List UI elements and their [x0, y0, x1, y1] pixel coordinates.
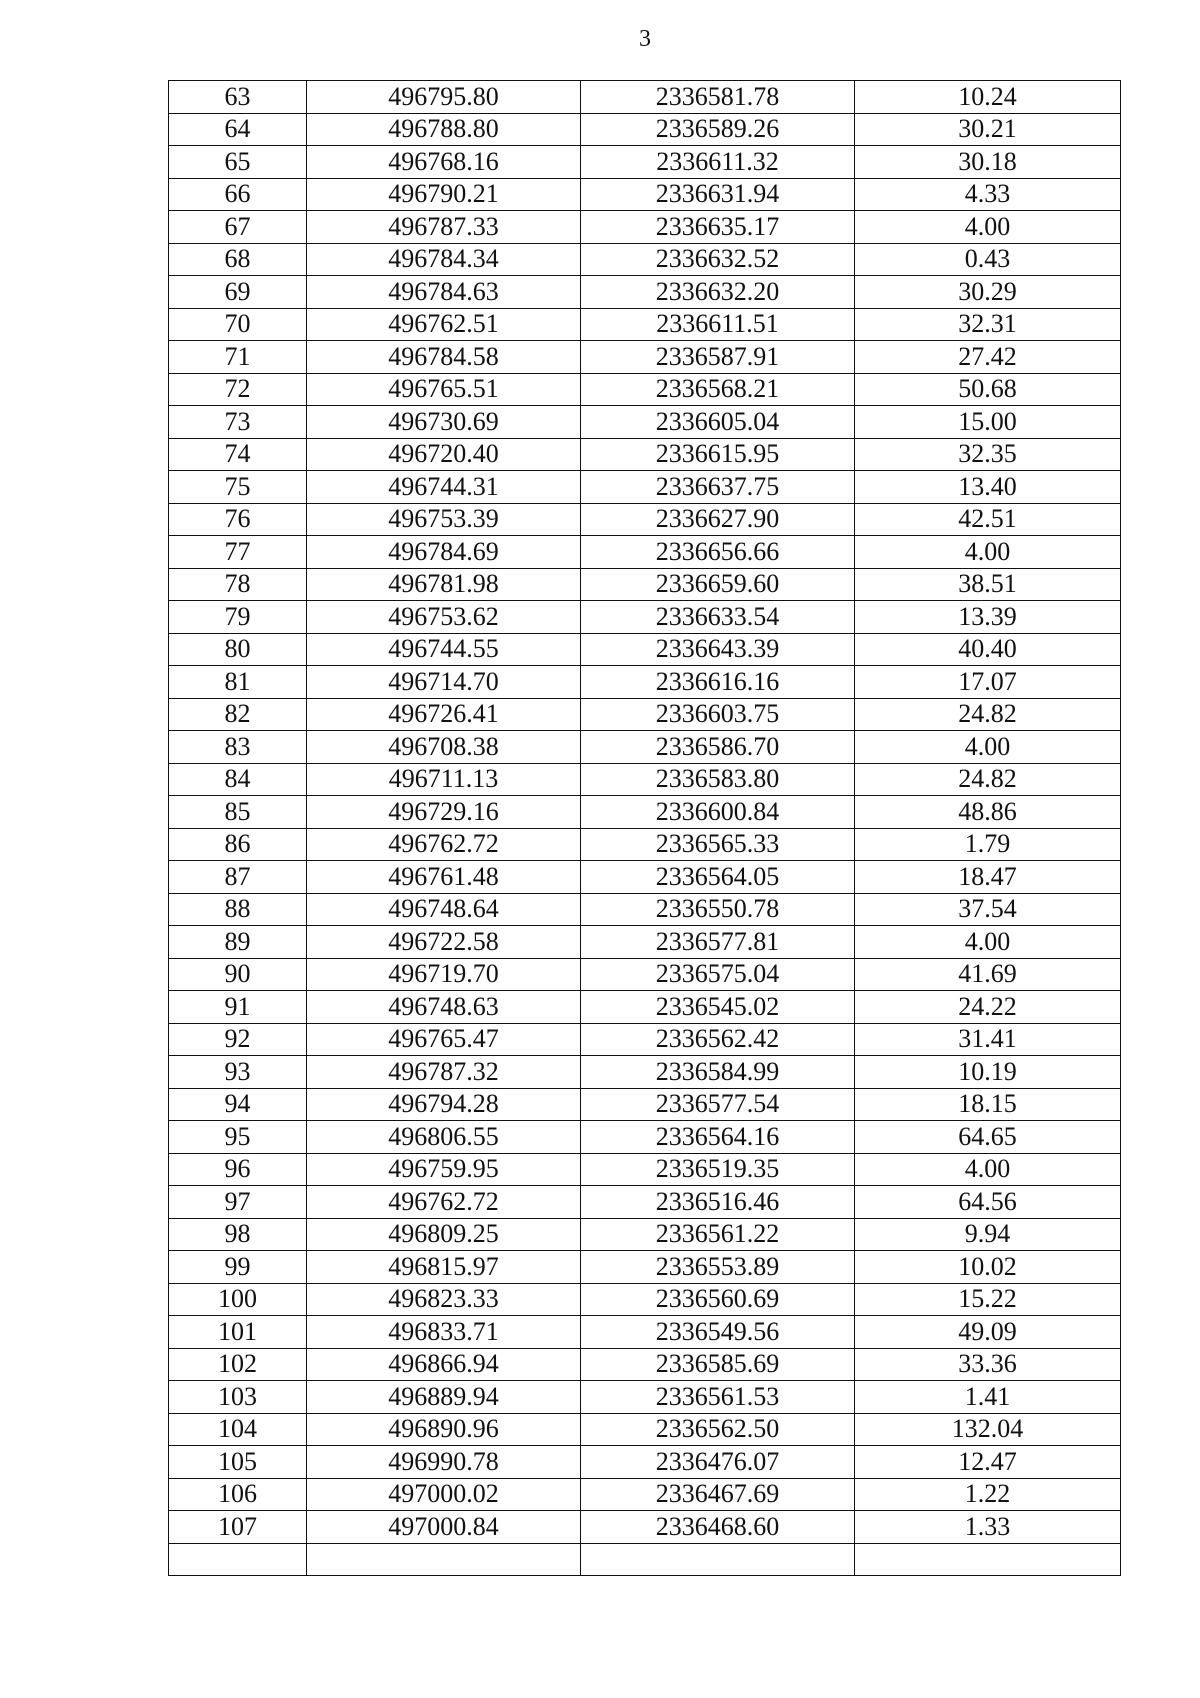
y-coordinate-cell: 2336550.78 — [581, 893, 855, 926]
distance-cell: 40.40 — [855, 633, 1121, 666]
point-number-cell: 91 — [169, 991, 307, 1024]
point-number-cell: 96 — [169, 1153, 307, 1186]
distance-cell: 13.40 — [855, 471, 1121, 504]
table-row — [169, 1088, 1121, 1121]
table-row — [169, 601, 1121, 634]
point-number-cell: 93 — [169, 1056, 307, 1089]
distance-cell: 31.41 — [855, 1023, 1121, 1056]
table-row — [169, 698, 1121, 731]
y-coordinate-cell: 2336627.90 — [581, 503, 855, 536]
distance-cell: 12.47 — [855, 1446, 1121, 1479]
table-row — [169, 503, 1121, 536]
distance-cell: 64.56 — [855, 1186, 1121, 1219]
distance-cell: 10.24 — [855, 81, 1121, 114]
table-row — [169, 1283, 1121, 1316]
point-number-cell: 70 — [169, 308, 307, 341]
y-coordinate-cell: 2336584.99 — [581, 1056, 855, 1089]
y-coordinate-cell — [581, 1543, 855, 1576]
y-coordinate-cell: 2336561.22 — [581, 1218, 855, 1251]
x-coordinate-cell: 496823.33 — [307, 1283, 581, 1316]
distance-cell: 4.00 — [855, 731, 1121, 764]
table-row — [169, 536, 1121, 569]
x-coordinate-cell: 497000.84 — [307, 1511, 581, 1544]
point-number-cell: 88 — [169, 893, 307, 926]
point-number-cell: 104 — [169, 1413, 307, 1446]
x-coordinate-cell — [307, 1543, 581, 1576]
y-coordinate-cell: 2336562.42 — [581, 1023, 855, 1056]
x-coordinate-cell: 497000.02 — [307, 1478, 581, 1511]
point-number-cell: 101 — [169, 1316, 307, 1349]
x-coordinate-cell: 496809.25 — [307, 1218, 581, 1251]
table-row — [169, 1478, 1121, 1511]
y-coordinate-cell: 2336545.02 — [581, 991, 855, 1024]
y-coordinate-cell: 2336581.78 — [581, 81, 855, 114]
x-coordinate-cell: 496714.70 — [307, 666, 581, 699]
point-number-cell: 67 — [169, 211, 307, 244]
x-coordinate-cell: 496719.70 — [307, 958, 581, 991]
table-row — [169, 1023, 1121, 1056]
table-row — [169, 1218, 1121, 1251]
table-row — [169, 1153, 1121, 1186]
x-coordinate-cell: 496784.63 — [307, 276, 581, 309]
point-number-cell: 82 — [169, 698, 307, 731]
point-number-cell: 73 — [169, 406, 307, 439]
y-coordinate-cell: 2336616.16 — [581, 666, 855, 699]
point-number-cell: 83 — [169, 731, 307, 764]
x-coordinate-cell: 496748.64 — [307, 893, 581, 926]
point-number-cell: 63 — [169, 81, 307, 114]
point-number-cell: 79 — [169, 601, 307, 634]
distance-cell: 18.15 — [855, 1088, 1121, 1121]
point-number-cell: 74 — [169, 438, 307, 471]
distance-cell: 15.22 — [855, 1283, 1121, 1316]
y-coordinate-cell: 2336561.53 — [581, 1381, 855, 1414]
distance-cell: 1.79 — [855, 828, 1121, 861]
coordinates-table — [168, 80, 1121, 1576]
distance-cell: 30.29 — [855, 276, 1121, 309]
x-coordinate-cell: 496889.94 — [307, 1381, 581, 1414]
table-row — [169, 373, 1121, 406]
y-coordinate-cell: 2336585.69 — [581, 1348, 855, 1381]
x-coordinate-cell: 496753.62 — [307, 601, 581, 634]
table-row — [169, 958, 1121, 991]
distance-cell: 18.47 — [855, 861, 1121, 894]
table-row — [169, 1413, 1121, 1446]
table-row — [169, 1056, 1121, 1089]
y-coordinate-cell: 2336562.50 — [581, 1413, 855, 1446]
point-number-cell: 103 — [169, 1381, 307, 1414]
y-coordinate-cell: 2336632.52 — [581, 243, 855, 276]
y-coordinate-cell: 2336577.81 — [581, 926, 855, 959]
table-row — [169, 796, 1121, 829]
x-coordinate-cell: 496744.55 — [307, 633, 581, 666]
coordinates-table-container — [168, 80, 1121, 1576]
point-number-cell: 94 — [169, 1088, 307, 1121]
y-coordinate-cell: 2336611.51 — [581, 308, 855, 341]
point-number-cell: 87 — [169, 861, 307, 894]
point-number-cell: 95 — [169, 1121, 307, 1154]
x-coordinate-cell: 496784.34 — [307, 243, 581, 276]
point-number-cell: 65 — [169, 146, 307, 179]
table-row — [169, 243, 1121, 276]
x-coordinate-cell: 496787.33 — [307, 211, 581, 244]
distance-cell: 41.69 — [855, 958, 1121, 991]
x-coordinate-cell: 496787.32 — [307, 1056, 581, 1089]
point-number-cell: 75 — [169, 471, 307, 504]
y-coordinate-cell: 2336635.17 — [581, 211, 855, 244]
table-row — [169, 666, 1121, 699]
x-coordinate-cell: 496722.58 — [307, 926, 581, 959]
distance-cell: 38.51 — [855, 568, 1121, 601]
x-coordinate-cell: 496753.39 — [307, 503, 581, 536]
distance-cell: 24.82 — [855, 763, 1121, 796]
table-row — [169, 1186, 1121, 1219]
table-row — [169, 178, 1121, 211]
table-row — [169, 861, 1121, 894]
point-number-cell: 105 — [169, 1446, 307, 1479]
y-coordinate-cell: 2336643.39 — [581, 633, 855, 666]
distance-cell: 32.35 — [855, 438, 1121, 471]
point-number-cell: 71 — [169, 341, 307, 374]
x-coordinate-cell: 496815.97 — [307, 1251, 581, 1284]
distance-cell: 32.31 — [855, 308, 1121, 341]
x-coordinate-cell: 496730.69 — [307, 406, 581, 439]
y-coordinate-cell: 2336577.54 — [581, 1088, 855, 1121]
point-number-cell: 78 — [169, 568, 307, 601]
distance-cell: 4.00 — [855, 926, 1121, 959]
distance-cell: 15.00 — [855, 406, 1121, 439]
y-coordinate-cell: 2336611.32 — [581, 146, 855, 179]
distance-cell: 24.82 — [855, 698, 1121, 731]
y-coordinate-cell: 2336575.04 — [581, 958, 855, 991]
point-number-cell: 98 — [169, 1218, 307, 1251]
x-coordinate-cell: 496748.63 — [307, 991, 581, 1024]
x-coordinate-cell: 496795.80 — [307, 81, 581, 114]
table-row — [169, 276, 1121, 309]
x-coordinate-cell: 496866.94 — [307, 1348, 581, 1381]
point-number-cell: 97 — [169, 1186, 307, 1219]
point-number-cell: 68 — [169, 243, 307, 276]
y-coordinate-cell: 2336605.04 — [581, 406, 855, 439]
table-row — [169, 211, 1121, 244]
table-row — [169, 991, 1121, 1024]
point-number-cell: 85 — [169, 796, 307, 829]
y-coordinate-cell: 2336632.20 — [581, 276, 855, 309]
x-coordinate-cell: 496726.41 — [307, 698, 581, 731]
distance-cell: 30.18 — [855, 146, 1121, 179]
y-coordinate-cell: 2336564.16 — [581, 1121, 855, 1154]
table-row — [169, 828, 1121, 861]
y-coordinate-cell: 2336516.46 — [581, 1186, 855, 1219]
x-coordinate-cell: 496784.58 — [307, 341, 581, 374]
table-row — [169, 1381, 1121, 1414]
table-row — [169, 1121, 1121, 1154]
y-coordinate-cell: 2336587.91 — [581, 341, 855, 374]
table-row — [169, 763, 1121, 796]
point-number-cell: 66 — [169, 178, 307, 211]
x-coordinate-cell: 496762.72 — [307, 1186, 581, 1219]
table-row — [169, 1511, 1121, 1544]
x-coordinate-cell: 496768.16 — [307, 146, 581, 179]
y-coordinate-cell: 2336656.66 — [581, 536, 855, 569]
point-number-cell: 77 — [169, 536, 307, 569]
y-coordinate-cell: 2336600.84 — [581, 796, 855, 829]
coordinates-table-body — [169, 81, 1121, 1576]
table-row — [169, 1543, 1121, 1576]
distance-cell: 33.36 — [855, 1348, 1121, 1381]
y-coordinate-cell: 2336583.80 — [581, 763, 855, 796]
distance-cell: 4.00 — [855, 536, 1121, 569]
x-coordinate-cell: 496762.51 — [307, 308, 581, 341]
x-coordinate-cell: 496759.95 — [307, 1153, 581, 1186]
point-number-cell: 86 — [169, 828, 307, 861]
x-coordinate-cell: 496790.21 — [307, 178, 581, 211]
x-coordinate-cell: 496765.47 — [307, 1023, 581, 1056]
point-number-cell: 64 — [169, 113, 307, 146]
y-coordinate-cell: 2336637.75 — [581, 471, 855, 504]
x-coordinate-cell: 496890.96 — [307, 1413, 581, 1446]
y-coordinate-cell: 2336519.35 — [581, 1153, 855, 1186]
point-number-cell: 81 — [169, 666, 307, 699]
y-coordinate-cell: 2336476.07 — [581, 1446, 855, 1479]
distance-cell: 1.22 — [855, 1478, 1121, 1511]
y-coordinate-cell: 2336553.89 — [581, 1251, 855, 1284]
table-row — [169, 1251, 1121, 1284]
x-coordinate-cell: 496794.28 — [307, 1088, 581, 1121]
x-coordinate-cell: 496744.31 — [307, 471, 581, 504]
y-coordinate-cell: 2336467.69 — [581, 1478, 855, 1511]
distance-cell: 30.21 — [855, 113, 1121, 146]
y-coordinate-cell: 2336586.70 — [581, 731, 855, 764]
x-coordinate-cell: 496729.16 — [307, 796, 581, 829]
table-row — [169, 731, 1121, 764]
distance-cell: 1.41 — [855, 1381, 1121, 1414]
y-coordinate-cell: 2336560.69 — [581, 1283, 855, 1316]
x-coordinate-cell: 496761.48 — [307, 861, 581, 894]
x-coordinate-cell: 496708.38 — [307, 731, 581, 764]
page-number: 3 — [639, 26, 651, 52]
point-number-cell: 80 — [169, 633, 307, 666]
distance-cell: 10.19 — [855, 1056, 1121, 1089]
table-row — [169, 633, 1121, 666]
x-coordinate-cell: 496762.72 — [307, 828, 581, 861]
distance-cell: 24.22 — [855, 991, 1121, 1024]
x-coordinate-cell: 496784.69 — [307, 536, 581, 569]
y-coordinate-cell: 2336564.05 — [581, 861, 855, 894]
distance-cell: 13.39 — [855, 601, 1121, 634]
distance-cell: 42.51 — [855, 503, 1121, 536]
table-row — [169, 308, 1121, 341]
table-row — [169, 1446, 1121, 1479]
table-row — [169, 926, 1121, 959]
x-coordinate-cell: 496711.13 — [307, 763, 581, 796]
x-coordinate-cell: 496781.98 — [307, 568, 581, 601]
distance-cell: 49.09 — [855, 1316, 1121, 1349]
point-number-cell: 99 — [169, 1251, 307, 1284]
distance-cell: 4.33 — [855, 178, 1121, 211]
distance-cell: 48.86 — [855, 796, 1121, 829]
table-row — [169, 471, 1121, 504]
y-coordinate-cell: 2336633.54 — [581, 601, 855, 634]
distance-cell: 64.65 — [855, 1121, 1121, 1154]
table-row — [169, 341, 1121, 374]
distance-cell: 9.94 — [855, 1218, 1121, 1251]
distance-cell: 0.43 — [855, 243, 1121, 276]
distance-cell: 37.54 — [855, 893, 1121, 926]
x-coordinate-cell: 496990.78 — [307, 1446, 581, 1479]
distance-cell: 50.68 — [855, 373, 1121, 406]
y-coordinate-cell: 2336565.33 — [581, 828, 855, 861]
table-row — [169, 438, 1121, 471]
point-number-cell: 69 — [169, 276, 307, 309]
point-number-cell: 72 — [169, 373, 307, 406]
distance-cell: 27.42 — [855, 341, 1121, 374]
x-coordinate-cell: 496720.40 — [307, 438, 581, 471]
x-coordinate-cell: 496833.71 — [307, 1316, 581, 1349]
table-row — [169, 568, 1121, 601]
table-row — [169, 113, 1121, 146]
point-number-cell: 84 — [169, 763, 307, 796]
distance-cell: 4.00 — [855, 211, 1121, 244]
point-number-cell: 107 — [169, 1511, 307, 1544]
point-number-cell: 92 — [169, 1023, 307, 1056]
x-coordinate-cell: 496765.51 — [307, 373, 581, 406]
point-number-cell: 106 — [169, 1478, 307, 1511]
y-coordinate-cell: 2336603.75 — [581, 698, 855, 731]
table-row — [169, 146, 1121, 179]
point-number-cell: 76 — [169, 503, 307, 536]
point-number-cell: 89 — [169, 926, 307, 959]
distance-cell: 4.00 — [855, 1153, 1121, 1186]
table-row — [169, 893, 1121, 926]
table-row — [169, 81, 1121, 114]
y-coordinate-cell: 2336468.60 — [581, 1511, 855, 1544]
table-row — [169, 1316, 1121, 1349]
y-coordinate-cell: 2336549.56 — [581, 1316, 855, 1349]
point-number-cell: 90 — [169, 958, 307, 991]
y-coordinate-cell: 2336631.94 — [581, 178, 855, 211]
table-row — [169, 406, 1121, 439]
table-row — [169, 1348, 1121, 1381]
x-coordinate-cell: 496806.55 — [307, 1121, 581, 1154]
distance-cell: 10.02 — [855, 1251, 1121, 1284]
distance-cell: 17.07 — [855, 666, 1121, 699]
distance-cell — [855, 1543, 1121, 1576]
y-coordinate-cell: 2336589.26 — [581, 113, 855, 146]
y-coordinate-cell: 2336659.60 — [581, 568, 855, 601]
distance-cell: 1.33 — [855, 1511, 1121, 1544]
x-coordinate-cell: 496788.80 — [307, 113, 581, 146]
distance-cell: 132.04 — [855, 1413, 1121, 1446]
y-coordinate-cell: 2336568.21 — [581, 373, 855, 406]
point-number-cell — [169, 1543, 307, 1576]
point-number-cell: 100 — [169, 1283, 307, 1316]
y-coordinate-cell: 2336615.95 — [581, 438, 855, 471]
point-number-cell: 102 — [169, 1348, 307, 1381]
